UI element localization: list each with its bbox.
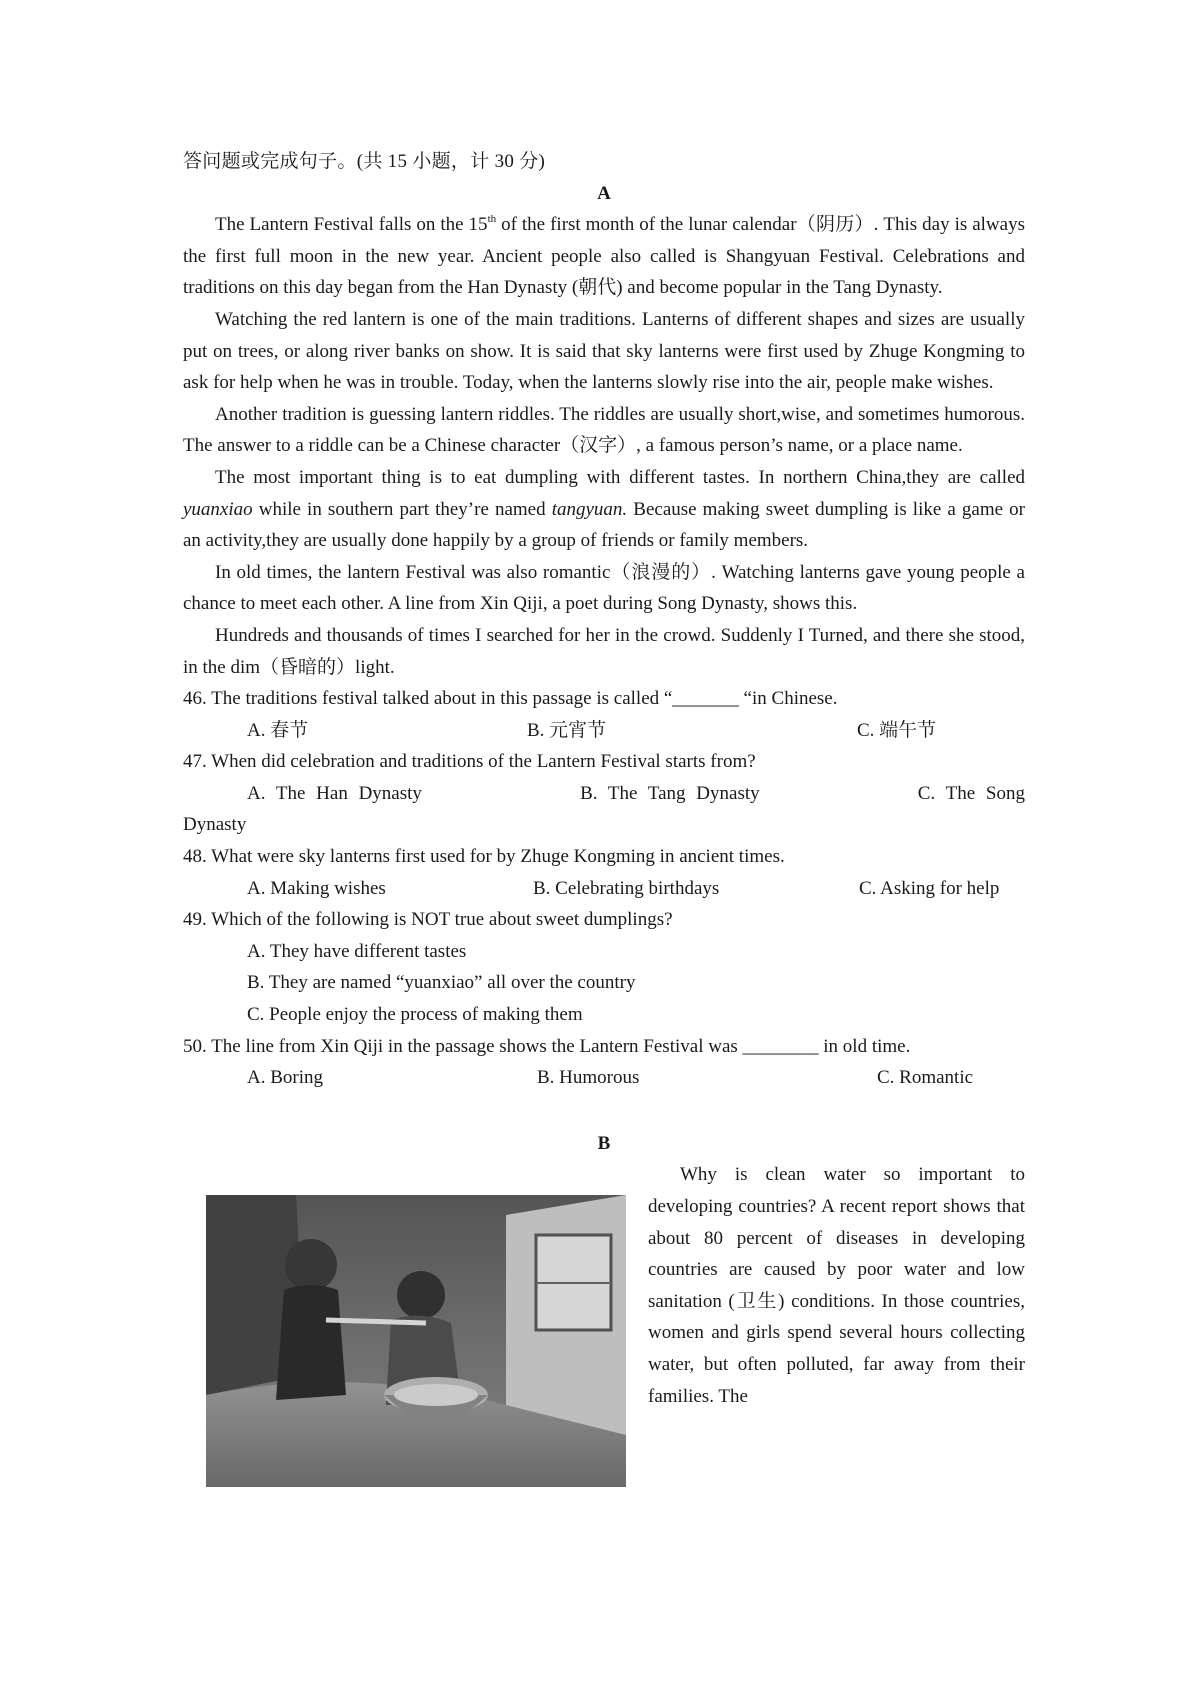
option-a: A. The Han Dynasty — [247, 782, 422, 804]
p4-text-c: Because making sweet dumpling is like a game or an activity,they are usually done happily by a group of friends or family members. — [183, 498, 1025, 552]
question-46-options — [183, 715, 1025, 747]
ordinal-suffix: th — [487, 212, 497, 225]
question-48: 48. What were sky lanterns first used for by Zhuge Kongming in ancient times. — [183, 846, 785, 868]
option-b: B. Humorous — [537, 1067, 640, 1089]
question-50: 50. The line from Xin Qiji in the passage shows the Lantern Festival was ________ in old time. — [183, 1035, 911, 1057]
p4-text-a: The most important thing is to eat dumpling with different tastes. In northern China,they are called — [215, 466, 1025, 488]
p4-italic-tangyuan: tangyuan. — [551, 498, 628, 520]
passage-b-paragraph-1: Why is clean water so important to developing countries? A recent report shows that about 80 percent of diseases in developing countries are caused by poor water and low sanitation (卫生) conditions. In those countries, women and girls spend several hours collecting water, but often polluted, far away from their families. The — [648, 1164, 1025, 1407]
p4-italic-yuanxiao: yuanxiao — [183, 498, 253, 520]
option-c: C. Romantic — [877, 1067, 974, 1089]
option-b: B. 元宵节 — [527, 719, 607, 741]
p4-text-b: while in southern part they’re named — [252, 498, 552, 520]
section-b-body — [183, 1159, 1025, 1489]
option-c: C. People enjoy the process of making them — [247, 1004, 583, 1026]
option-c: C. The Song — [917, 782, 1025, 804]
option-a: A. Making wishes — [247, 877, 386, 899]
passage-a-paragraph-4 — [183, 462, 1025, 557]
p1-text-end: of the first month of the lunar calendar（阴历）. This day is always the first full moon in the new year. Ancient people also called is Shangyuan Festival. Celebrations and traditions on this day began from the Han Dynasty (朝代) and become popular in the Tang Dynasty. — [183, 214, 1025, 299]
question-46: 46. The traditions festival talked about in this passage is called “_______ “in Chinese. — [183, 688, 838, 710]
option-a: A. They have different tastes — [247, 940, 467, 962]
children-collecting-water-photo — [206, 1195, 626, 1487]
passage-a-paragraph-6: Hundreds and thousands of times I searched for her in the crowd. Suddenly I Turned, and there she stood, in the dim（昏暗的）light. — [183, 624, 1025, 678]
question-47-options — [183, 778, 1025, 810]
photo-illustration — [206, 1195, 626, 1487]
question-47: 47. When did celebration and traditions of the Lantern Festival starts from? — [183, 751, 756, 773]
p1-text-start: The Lantern Festival falls on the 15 — [215, 214, 488, 236]
section-b-title: B — [597, 1132, 611, 1154]
question-50-options — [183, 1062, 1025, 1094]
option-b: B. The Tang Dynasty — [580, 782, 760, 804]
passage-a-paragraph-5: In old times, the lantern Festival was also romantic（浪漫的）. Watching lanterns gave young people a chance to meet each other. A line from Xin Qiji, a poet during Song Dynasty, shows this. — [183, 561, 1025, 615]
option-c: C. 端午节 — [857, 719, 937, 741]
question-48-options — [183, 873, 1025, 905]
option-c: C. Asking for help — [859, 877, 1000, 899]
section-instruction: 答问题或完成句子。(共 15 小题，计 30 分) — [183, 151, 546, 172]
option-b: B. Celebrating birthdays — [533, 877, 720, 899]
question-49: 49. Which of the following is NOT true about sweet dumplings? — [183, 909, 673, 931]
passage-a-paragraph-2: Watching the red lantern is one of the main traditions. Lanterns of different shapes and sizes are usually put on trees, or along river banks on show. It is said that sky lanterns were first used by Zhuge Kongming to ask for help when he was in trouble. Today, when the lanterns slowly rise into the air, people make wishes. — [183, 308, 1025, 394]
passage-a-paragraph-3: Another tradition is guessing lantern riddles. The riddles are usually short,wise, and sometimes humorous. The answer to a riddle can be a Chinese character（汉字）, a famous person’s name, or a place name. — [183, 403, 1025, 457]
question-47-option-wrap: Dynasty — [183, 814, 247, 836]
exam-page — [183, 0, 1025, 1489]
option-a: A. Boring — [247, 1067, 323, 1089]
option-a: A. 春节 — [247, 719, 309, 741]
passage-a-paragraph-1 — [183, 209, 1025, 304]
option-b: B. They are named “yuanxiao” all over the country — [247, 972, 636, 994]
section-a-title: A — [597, 182, 611, 204]
